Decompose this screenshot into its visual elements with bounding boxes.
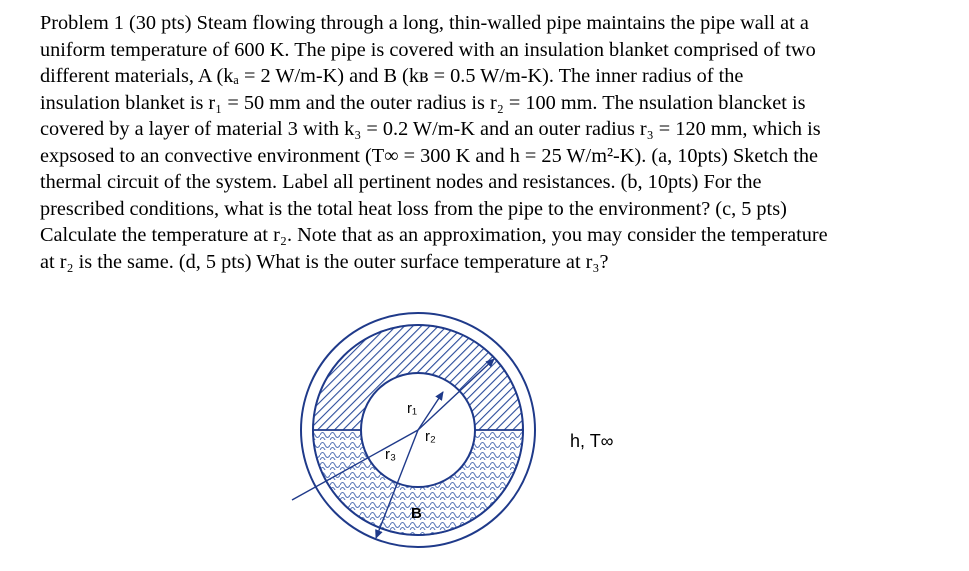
problem-line: covered by a layer of material 3 with k₃ = 0.2 W/m-K and an outer radius r₃ = 120 mm, which is: [40, 118, 821, 140]
problem-line: insulation blanket is r₁ = 50 mm and the outer radius is r₂ = 100 mm. The nsulation blancket is: [40, 91, 806, 114]
r1-label: r₁: [407, 400, 418, 417]
problem-line: at r₂ is the same. (d, 5 pts) What is the outer surface temperature at r₃?: [40, 250, 609, 273]
environment-label: h, T∞: [570, 431, 614, 451]
problem-line: Problem 1 (30 pts) Steam flowing through a long, thin-walled pipe maintains the pipe wall at a: [40, 12, 809, 34]
problem-line: Calculate the temperature at r₂. Note that as an approximation, you may consider the temperature: [40, 224, 828, 246]
problem-line: expsosed to an convective environment (T∞ = 300 K and h = 25 W/m²-K). (a, 10pts) Sketch the: [40, 144, 819, 167]
problem-line: prescribed conditions, what is the total heat loss from the pipe to the environment? (c, 5 pts): [40, 197, 787, 220]
problem-line: thermal circuit of the system. Label all pertinent nodes and resistances. (b, 10pts) For the: [40, 171, 762, 193]
material-b-label: B: [411, 505, 422, 522]
problem-line: different materials, A (kₐ = 2 W/m-K) and B (kʙ = 0.5 W/m-K). The inner radius of the: [40, 65, 744, 87]
problem-line: uniform temperature of 600 K. The pipe is covered with an insulation blanket comprised of two: [40, 38, 816, 61]
r3-label: r₃: [385, 446, 397, 463]
r2-label: r₂: [425, 428, 436, 445]
